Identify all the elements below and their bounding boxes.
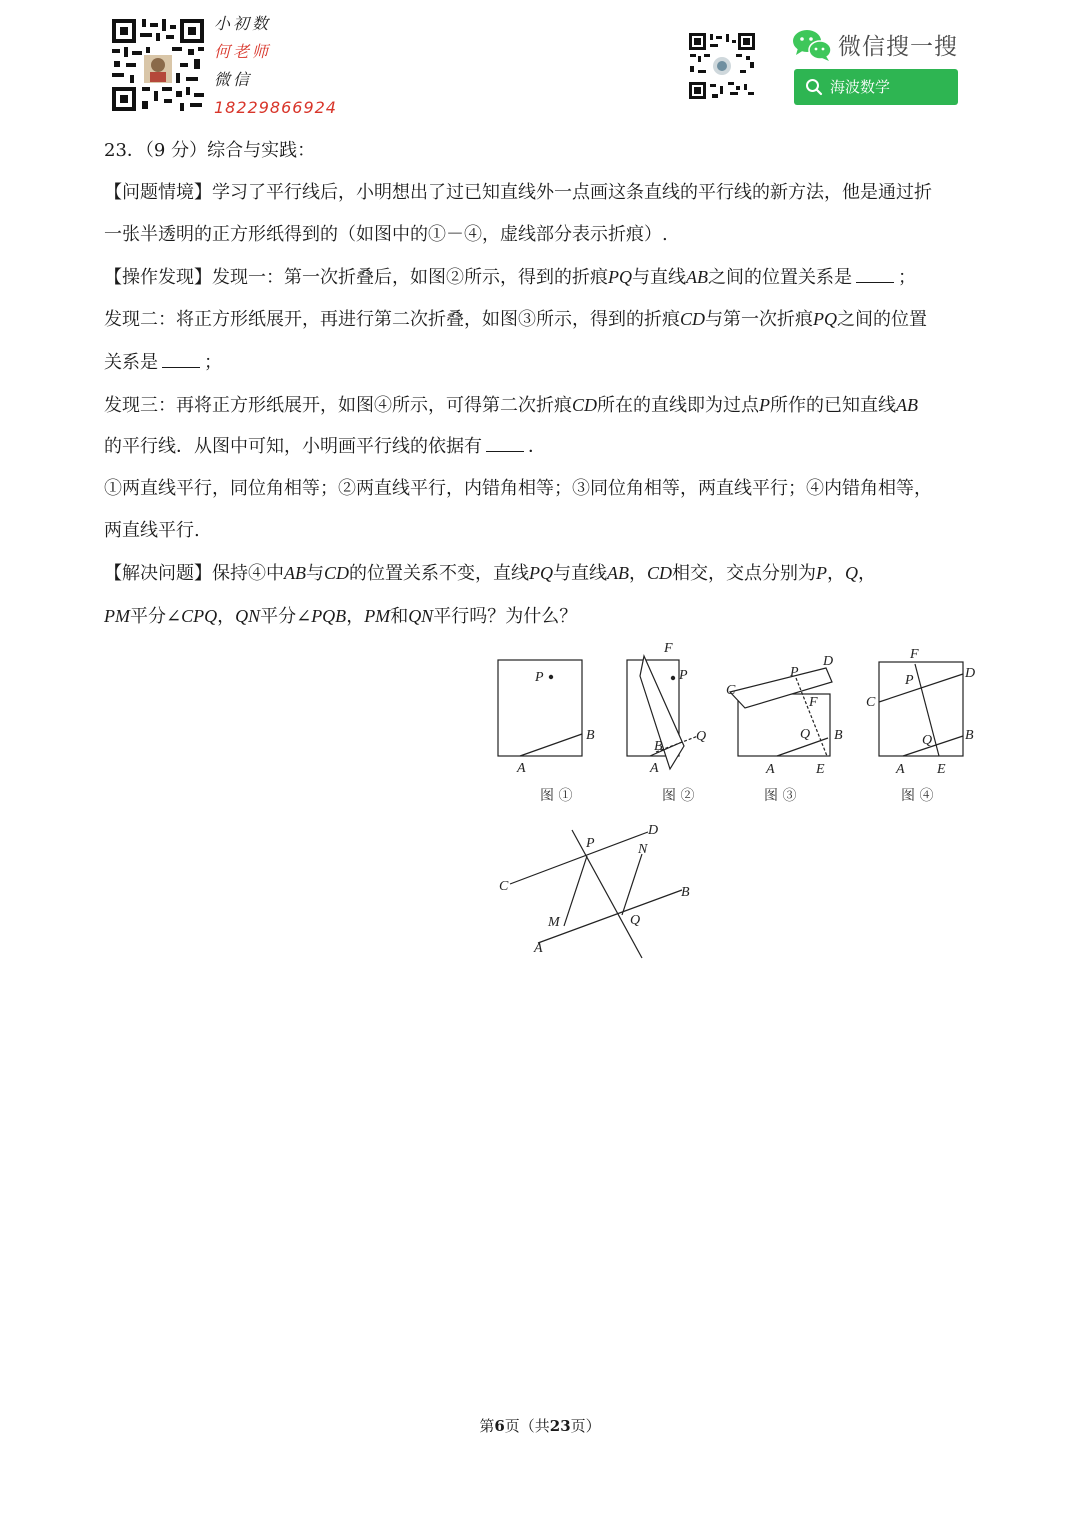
sym-pm: PM	[104, 606, 130, 626]
qr-code-wechat	[688, 32, 756, 100]
fig2-label-q: Q	[696, 729, 707, 744]
solve2-text-e: 和	[390, 606, 409, 627]
contact-teacher-name: 何老师	[214, 42, 272, 61]
solve2-text-a: 平分	[130, 606, 166, 627]
folding-figures	[490, 636, 980, 966]
sym-qn: QN	[408, 606, 434, 626]
solve-text-c: 的位置关系不变，直线	[349, 563, 530, 584]
fig4-label-b: B	[965, 728, 974, 743]
sym-angle-cpq: ∠CPQ	[166, 606, 218, 626]
fig5-label-a: A	[534, 941, 543, 956]
fig3-label-f: F	[809, 695, 818, 710]
finding-2-text-b: 与第一次折痕	[705, 309, 814, 330]
fig4-label-a: A	[896, 762, 905, 777]
solve-text-a: 保持④中	[212, 563, 284, 584]
finding-2-text-c: 之间的位置	[837, 309, 928, 330]
footer-pre: 第	[479, 1417, 495, 1435]
contact-phone: 18229866924	[214, 98, 337, 117]
fig2-point-p	[671, 676, 675, 680]
sym-q: Q	[845, 563, 859, 583]
fig5-label-c: C	[499, 879, 509, 894]
fig1-caption: 图 ①	[540, 788, 573, 804]
fig3-label-d: D	[823, 654, 834, 669]
sym-cd: CD	[324, 563, 350, 583]
sym-ab: AB	[284, 563, 306, 583]
fig1-point-p	[549, 675, 553, 679]
fig3-label-c: C	[726, 683, 736, 698]
fig2-label-b: B	[654, 739, 663, 754]
fig3-label-a: A	[766, 762, 775, 777]
fig1-line-ab	[520, 734, 582, 756]
finding-3-end: ．	[528, 436, 546, 457]
sym-pq: PQ	[529, 563, 554, 583]
qr-code-contact	[110, 17, 206, 113]
op-label: 【操作发现】	[104, 267, 212, 288]
sym-qn: QN	[235, 606, 261, 626]
solve-text-f: 相交，交点分别为	[672, 563, 817, 584]
fig5-line-cd	[510, 832, 648, 884]
finding-3-text-b: 所在的直线即为过点	[597, 395, 760, 416]
sym-cd: CD	[572, 395, 598, 415]
solve-text-h: ，	[858, 563, 877, 584]
solve-text-e: ，	[629, 563, 648, 584]
finding-1-text-c: 之间的位置关系是	[708, 267, 852, 288]
fig5-label-m: M	[548, 915, 560, 930]
fig5-label-d: D	[648, 823, 659, 838]
fig5-label-q: Q	[630, 913, 641, 928]
fig3-label-q: Q	[800, 727, 811, 742]
footer-mid: 页（共	[504, 1417, 550, 1435]
question-heading: 23．（9 分）综合与实践：	[104, 140, 316, 161]
fig2-label-f: F	[664, 641, 673, 656]
fig3-label-b: B	[834, 728, 843, 743]
solve-label: 【解决问题】	[104, 563, 212, 584]
fig4-label-e: E	[937, 762, 946, 777]
search-icon	[805, 78, 823, 100]
fig2-caption: 图 ②	[662, 788, 695, 804]
finding-2-end: ；	[204, 352, 222, 373]
fig5-line-pq	[572, 830, 642, 958]
sym-cd: CD	[647, 563, 673, 583]
page-footer	[0, 1415, 1080, 1436]
contact-line-1: 小初数	[214, 14, 272, 33]
fig4-label-c: C	[866, 695, 876, 710]
sym-angle-pqb: ∠PQB	[296, 606, 347, 626]
footer-page-number: 6	[494, 1417, 505, 1435]
finding-1-text-b: 与直线	[632, 267, 686, 288]
fig4-label-f: F	[910, 647, 919, 662]
options-line-2: 两直线平行.	[104, 520, 200, 541]
finding-2-text-a: 发现二：将正方形纸展开，再进行第二次折叠，如图③所示，得到的折痕	[104, 309, 680, 330]
fig4-label-d: D	[965, 666, 976, 681]
fig3-label-e: E	[816, 762, 825, 777]
sym-ab: AB	[896, 395, 919, 415]
finding-3-line-2	[104, 434, 546, 460]
answer-blank-1[interactable]	[856, 266, 894, 283]
wechat-search-query: 海波数学	[830, 78, 891, 96]
sym-pm: PM	[364, 606, 391, 626]
solve-line-1	[104, 560, 876, 587]
fig5-label-p: P	[586, 836, 595, 851]
problem-text-1: 学习了平行线后，小明想出了过已知直线外一点画这条直线的平行线的新方法，他是通过折	[212, 182, 932, 203]
finding-3-text-d: 的平行线．从图中可知，小明画平行线的依据有	[104, 436, 482, 457]
fig3-caption: 图 ③	[764, 788, 797, 804]
sym-pq: PQ	[813, 309, 838, 329]
sym-p: P	[759, 395, 771, 415]
finding-3-text-c: 所作的已知直线	[770, 395, 897, 416]
finding-2-text-d: 关系是	[104, 352, 158, 373]
fig2-label-a: A	[650, 761, 659, 776]
problem-label: 【问题情境】	[104, 182, 212, 203]
fig2-label-p: P	[679, 668, 688, 683]
fig4-line-ab	[903, 736, 963, 756]
finding-1-text-a: 发现一：第一次折叠后，如图②所示，得到的折痕	[212, 267, 608, 288]
solve2-text-d: ，	[346, 606, 365, 627]
finding-2-line-2	[104, 350, 222, 376]
sym-ab: AB	[686, 267, 708, 287]
solve-line-2	[104, 603, 577, 630]
finding-3-line	[104, 392, 918, 419]
answer-blank-2[interactable]	[162, 351, 200, 368]
problem-line-1	[104, 180, 932, 206]
finding-1-end: ；	[898, 267, 916, 288]
sym-p: P	[816, 563, 828, 583]
problem-line-2: 一张半透明的正方形纸得到的（如图中的①－④，虚线部分表示折痕）.	[104, 224, 668, 245]
wechat-logo-icon	[792, 28, 832, 66]
finding-3-text-a: 发现三：再将正方形纸展开，如图④所示，可得第二次折痕	[104, 395, 572, 416]
sym-pq: PQ	[608, 267, 632, 287]
solve-text-g: ，	[827, 563, 846, 584]
fig1-label-p: P	[535, 670, 544, 685]
fig4-label-p: P	[905, 673, 914, 688]
contact-line-3: 微信	[214, 70, 253, 89]
solve-text-b: 与	[306, 563, 324, 584]
fig5-ray-pm	[564, 856, 587, 926]
fig1-label-b: B	[586, 728, 595, 743]
solve2-text-b: ，	[217, 606, 236, 627]
answer-blank-3[interactable]	[486, 435, 524, 452]
fig3-label-p: P	[790, 665, 799, 680]
fig4-caption: 图 ④	[901, 788, 934, 804]
wechat-search-title: 微信搜一搜	[838, 34, 958, 60]
finding-2-line	[104, 306, 927, 333]
footer-total-pages: 23	[549, 1417, 571, 1435]
solve-text-d: 与直线	[553, 563, 608, 584]
fig4-square	[879, 662, 963, 756]
fig1-label-a: A	[517, 761, 526, 776]
wechat-search-bar[interactable]	[794, 69, 958, 105]
solve2-text-f: 平行吗？为什么？	[433, 606, 578, 627]
fig5-label-b: B	[681, 885, 690, 900]
options-line-1: ①两直线平行，同位角相等；②两直线平行，内错角相等；③同位角相等，两直线平行；④内错角相等，	[104, 478, 932, 499]
finding-1-line	[104, 264, 916, 291]
sym-ab: AB	[607, 563, 630, 583]
fig4-label-q: Q	[922, 733, 933, 748]
solve2-text-c: 平分	[260, 606, 297, 627]
sym-cd: CD	[680, 309, 706, 329]
footer-post: 页）	[570, 1417, 601, 1435]
fig5-label-n: N	[638, 842, 648, 857]
